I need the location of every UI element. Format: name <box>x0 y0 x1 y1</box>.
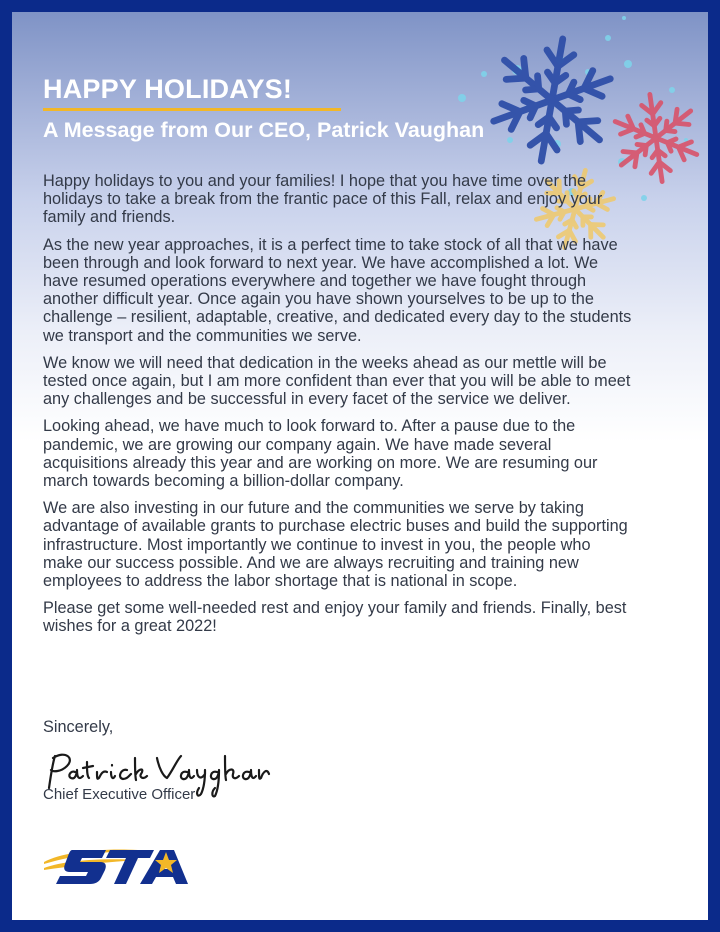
letter-page <box>12 12 708 920</box>
letter-paragraph: Happy holidays to you and your families! I hope that you have time over the holidays to take a break from the frantic pace of this Fall, relax and enjoy your family and friends. <box>43 172 603 227</box>
signer-title: Chief Executive Officer <box>43 786 196 803</box>
letter-paragraph: As the new year approaches, it is a perfect time to take stock of all that we have been through and look forward to next year. We have accomplished a lot. We have resumed operations everywhere and together we have fought through another difficult year. Once again you have shown yourselves to be up to the challenge – resilient, adaptable, creative, and dedicated every day to the students we transport and the communities we serve. <box>43 235 632 345</box>
page-subtitle: A Message from Our CEO, Patrick Vaughan <box>43 118 485 142</box>
letter-paragraph: We are also investing in our future and the communities we serve by taking advantage of available grants to purchase electric buses and build the supporting infrastructure. Most importantly we continue to invest in you, the people who make our success possible. And we are always recruiting and training new employees to address the labor shortage that is national in scope. <box>43 499 628 591</box>
closing: Sincerely, <box>43 718 114 736</box>
letter-body <box>43 172 633 645</box>
title-underline <box>43 108 341 111</box>
sta-logo <box>42 838 202 890</box>
letter-paragraph: We know we will need that dedication in the weeks ahead as our mettle will be tested once again, but I am more confident than ever that you will be able to meet any challenges and be successful in every facet of the service we deliver. <box>43 353 631 409</box>
letter-paragraph: Looking ahead, we have much to look forward to. After a pause due to the pandemic, we are growing our company again. We have made several acquisitions already this year and are working on more. We are resuming our march towards becoming a billion-dollar company. <box>43 417 598 491</box>
letter-paragraph: Please get some well-needed rest and enjoy your family and friends. Finally, best wishes for a great 2022! <box>43 599 627 636</box>
page-title: HAPPY HOLIDAYS! <box>43 74 293 104</box>
snowflake-blue-icon <box>482 28 623 171</box>
